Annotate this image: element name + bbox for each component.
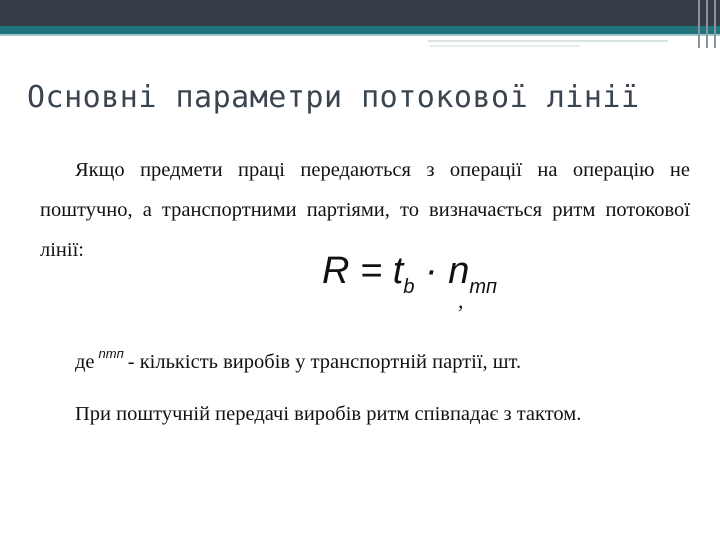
definition-prefix: де (75, 351, 95, 373)
formula-t-subscript: b (403, 276, 415, 298)
formula-comma: , (458, 288, 464, 313)
intro-paragraph: Якщо предмети праці передаються з операції на операцію не поштучно, а транспортними партіями, то визначається ритм потокової лінії: (40, 159, 690, 261)
definition-symbol: nтп (98, 346, 124, 361)
note-paragraph: При поштучній передачі виробів ритм співпадає з тактом. (75, 403, 582, 425)
formula-lhs: R (322, 250, 350, 292)
formula-t: t (392, 250, 404, 292)
formula-n: n (448, 250, 470, 292)
formula-dot: · (414, 250, 449, 292)
formula-equals: = (349, 250, 393, 292)
rhythm-formula (322, 250, 497, 299)
definition-paragraph (75, 346, 521, 374)
page-title: Основні параметри потокової лінії (27, 80, 640, 115)
definition-text: - кількість виробів у транспортній партії, шт. (127, 351, 522, 373)
formula-n-subscript: тп (469, 276, 498, 298)
